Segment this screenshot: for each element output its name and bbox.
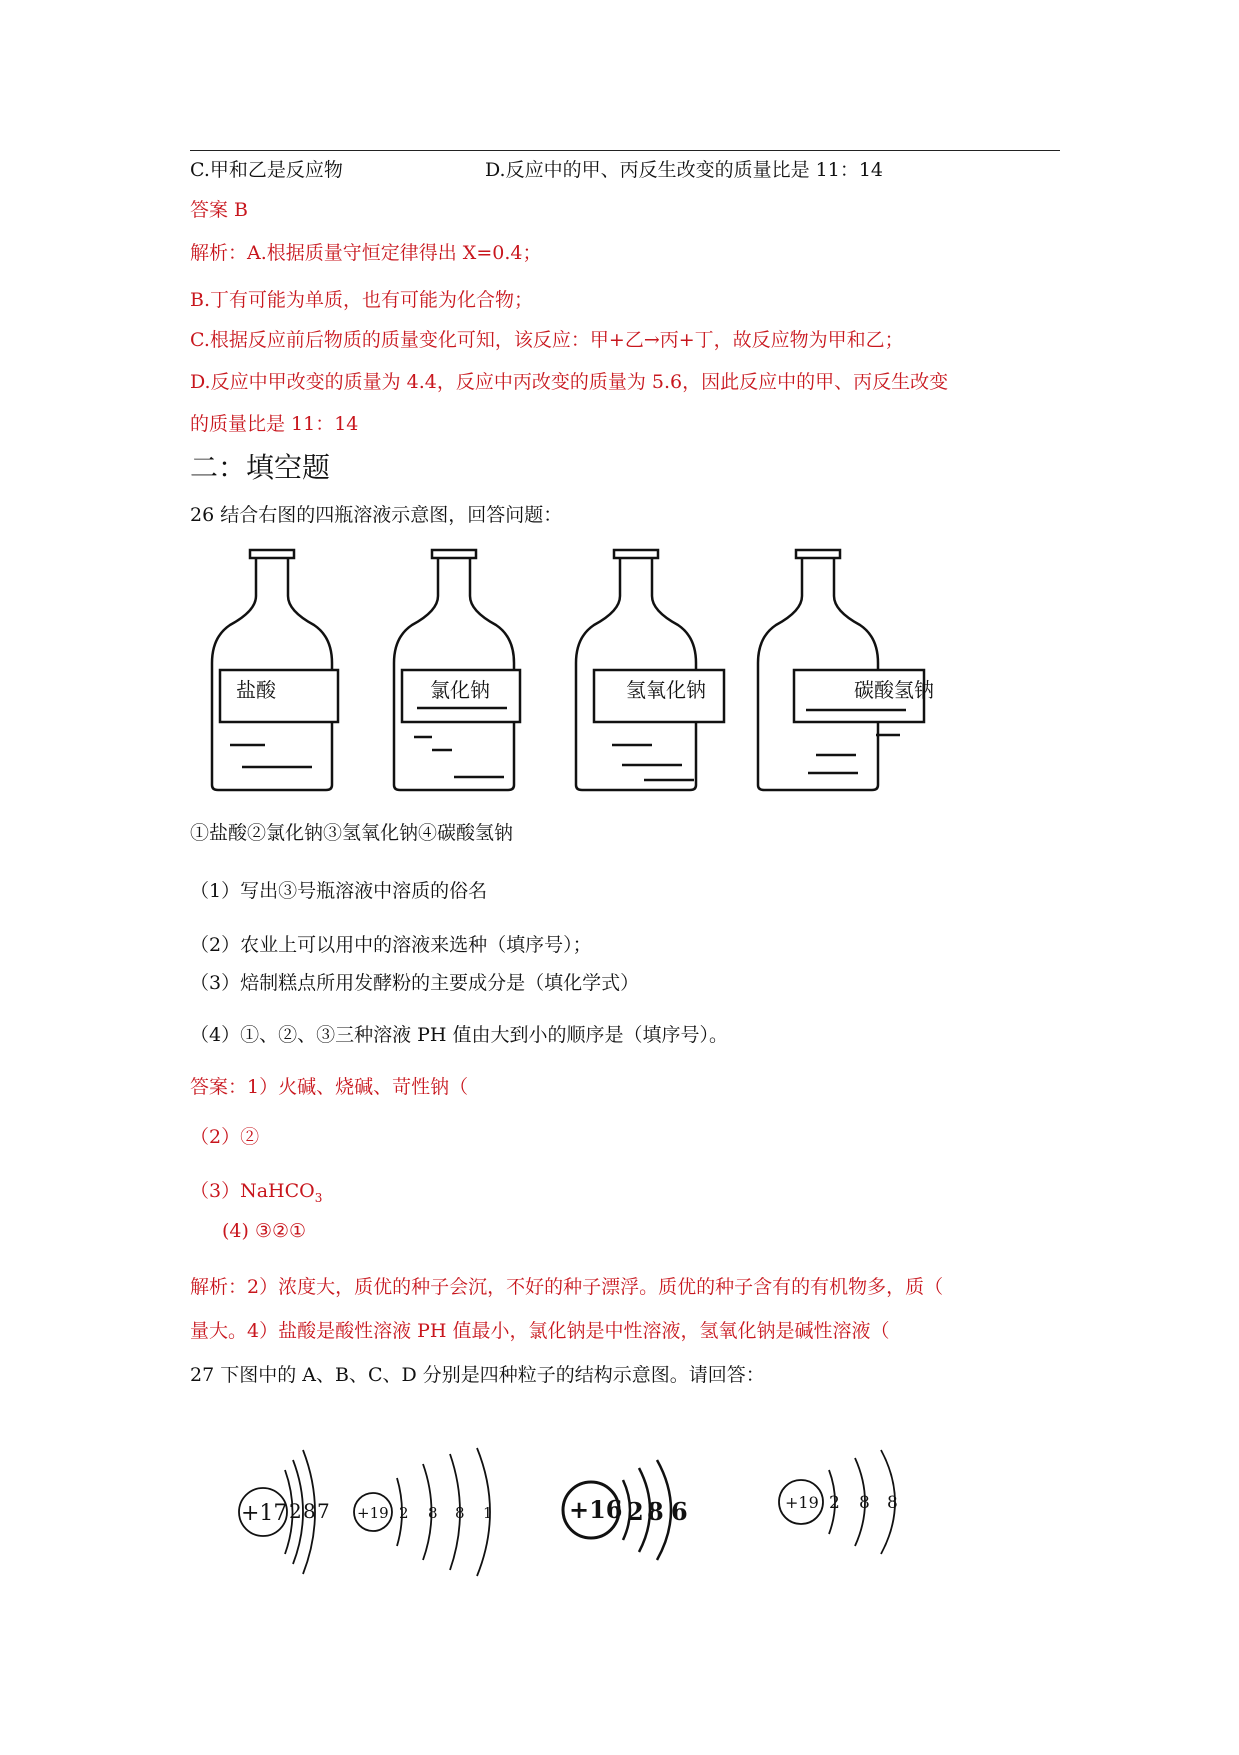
shell-electrons: 8 xyxy=(647,1497,664,1526)
bottle-nacl xyxy=(394,550,520,790)
shell-electrons: 1 xyxy=(483,1504,493,1522)
shell-electrons: 8 xyxy=(428,1504,438,1522)
q26-legend: ①盐酸②氯化钠③氢氧化钠④碳酸氢钠 xyxy=(190,822,514,844)
q26-stem: 26 结合右图的四瓶溶液示意图，回答问题： xyxy=(190,504,563,526)
shell-electrons: 2 xyxy=(289,1499,302,1523)
nucleus-charge: +19 xyxy=(785,1493,819,1512)
q25-analysis-d1: D.反应中甲改变的质量为 4.4，反应中丙改变的质量为 5.6，因此反应中的甲、丙反生改变 xyxy=(190,371,949,393)
q26-q3: （3）焙制糕点所用发酵粉的主要成分是（填化学式） xyxy=(190,972,640,994)
q26-q4: （4）①、②、③三种溶液 PH 值由大到小的顺序是（填序号）。 xyxy=(190,1024,729,1046)
shell-electrons: 6 xyxy=(671,1497,688,1526)
shell-electrons: 8 xyxy=(859,1493,870,1513)
bottle-nahco3 xyxy=(758,550,924,790)
shell-electrons: 8 xyxy=(455,1504,465,1522)
bottle-label: 碳酸氢钠 xyxy=(854,678,934,702)
nucleus-charge: +19 xyxy=(357,1504,389,1522)
header-rule xyxy=(190,150,1060,151)
q26-answer-4: (4) ③②① xyxy=(222,1220,307,1242)
q26-q2: （2）农业上可以用中的溶液来选种（填序号）； xyxy=(190,934,592,956)
nucleus-charge: +17 xyxy=(241,1501,288,1526)
shell-electrons: 2 xyxy=(829,1493,840,1513)
q25-analysis-c: C.根据反应前后物质的质量变化可知，该反应：甲+乙→丙+丁，故反应物为甲和乙； xyxy=(190,329,904,351)
q26-analysis-1: 解析：2）浓度大，质优的种子会沉，不好的种子漂浮。质优的种子含有的有机物多，质（ xyxy=(190,1276,944,1298)
bottle-label: 氯化钠 xyxy=(430,678,490,702)
q27-stem: 27 下图中的 A、B、C、D 分别是四种粒子的结构示意图。请回答： xyxy=(190,1364,765,1386)
section-heading: 二：填空题 xyxy=(190,451,331,484)
option-c: C.甲和乙是反应物 xyxy=(190,159,343,181)
nucleus-charge: +16 xyxy=(569,1495,623,1524)
atom-structure-figure xyxy=(225,1420,935,1600)
q26-answer-3: （3）NaHCO$_3$ xyxy=(190,1180,323,1205)
q26-answer-2: （2）② xyxy=(190,1126,260,1148)
bottles-figure xyxy=(200,545,990,795)
q26-q1: （1）写出③号瓶溶液中溶质的俗名 xyxy=(190,880,488,902)
q25-answer: 答案 B xyxy=(190,199,249,221)
q25-analysis-d2: 的质量比是 11：14 xyxy=(190,413,359,435)
bottle-naoh xyxy=(576,550,724,790)
q25-analysis-b: B.丁有可能为单质，也有可能为化合物； xyxy=(190,289,534,311)
option-d: D.反应中的甲、丙反生改变的质量比是 11：14 xyxy=(485,159,883,181)
shell-electrons: 8 xyxy=(303,1499,316,1523)
q26-answer-1: 答案：1）火碱、烧碱、苛性钠（ xyxy=(190,1076,469,1098)
bottle-label: 盐酸 xyxy=(236,678,276,702)
shell-electrons: 2 xyxy=(627,1497,644,1526)
q25-analysis-a: 解析：A.根据质量守恒定律得出 X=0.4； xyxy=(190,242,542,264)
q26-analysis-2: 量大。4）盐酸是酸性溶液 PH 值最小，氯化钠是中性溶液，氢氧化钠是碱性溶液（ xyxy=(190,1320,890,1342)
shell-electrons: 7 xyxy=(317,1499,330,1523)
bottle-hcl xyxy=(212,550,338,790)
shell-electrons: 2 xyxy=(399,1504,409,1522)
bottle-label: 氢氧化钠 xyxy=(626,678,706,702)
shell-electrons: 8 xyxy=(887,1493,898,1513)
